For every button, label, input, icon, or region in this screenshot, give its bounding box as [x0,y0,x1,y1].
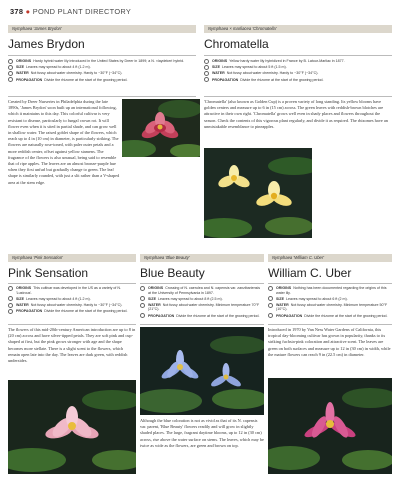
bullet-icon: ● [25,7,31,16]
fact-origins: ORIGINS This cultivar was developed in the US as a variety of N. 'Lustrous'. [8,286,136,295]
james-brydon-photo [122,99,200,157]
divider [268,283,392,284]
propagation-icon [8,77,13,82]
divider [268,324,392,325]
entry-body: Introduced in 1970 by Van Ness Water Gardens of California, this tropical day-blooming cultivar has grown in popularity, thanks to its striking fuchsia-pink coloration and attractive scent. The leaves are green on both surfaces and measure up to 12 in (30 cm) in width, while the mature flowers can reach 9 in (22.5 cm) in diameter. [268,327,391,357]
origins-icon [140,286,145,291]
entry-body: 'Chromatella' (also known as Golden Cup) is a proven variety of long standing. Its yellow blooms have golden centers and measure up to 6 in (15 cm) across. The green leaves with reddish-brown blotches are attractive in their own right. 'Chromatella' grows well even in shady places and flowers throughout the season. Check the contents of this vigorous plant regularly, and divide it as required. The rhizomes have an unmistakable resemblance to pineapples. [204,99,388,129]
fact-origins: ORIGINS Hardy hybrid water lily introduced in the United States by Dreer in 1899; a N. ×laydekeri hybrid. [8,59,196,64]
chromatella-photo [204,148,312,238]
fact-water: WATER Not fussy about water chemistry. Minimum temperature 70°F (21°C). [140,303,264,312]
origins-icon [268,286,273,291]
entry-tag: Nymphaea × marliacea 'Chromatella' [204,25,392,33]
blue-beauty-photo [140,327,264,415]
fact-size: SIZE Leaves may spread to about 5 ft (1.5 m). [204,65,392,70]
fact-list [8,59,196,82]
size-icon [8,296,13,301]
fact-list [204,59,392,82]
divider [140,324,264,325]
water-icon [8,303,13,308]
entry-tag: Nymphaea 'William C. Uber' [268,254,392,262]
fact-water: WATER Not fussy about water chemistry. Hardy to −30°F (−34°C). [8,71,196,76]
fact-list [8,286,136,314]
fact-list [268,286,392,318]
entry-body: Created by Dreer Nurseries in Philadelphia during the late 1890s, 'James Brydon' soon built up an international following, which it maintains to this day. This colorful cultivar is very resistant to disease, particularly to fungal crown rot. It will flower even when it is sited in partial shade, and can grow well in shallow water. The raised goblet shape of the flowers, which reach up to 4 in (10 cm) in diameter, is particularly striking. The flowers are naturally rose-toned, with paler outer petals and a more reddish center, offset against yellow stamens. The fragrance of the flowers is also unusual, being said to resemble that of ripe apples. The leaves are an almost bronze-purple hue when they first unfurl but gradually change to green. The leaf shape is similarly rounded, with just a slit rather than a V-shaped area at the stem edge. [8,99,120,185]
entry-title: James Brydon [8,37,85,51]
fact-propagation: PROPAGATION Divide the rhizome at the start of the growing period. [268,314,392,319]
divider [204,96,392,97]
water-icon [268,303,273,308]
origins-icon [8,286,13,291]
fact-propagation: PROPAGATION Divide the rhizome at the start of the growing period. [204,78,392,83]
propagation-icon [8,309,13,314]
entry-tag: Nymphaea 'Pink Sensation' [8,254,136,262]
fact-size: SIZE Leaves may spread to about 6 ft (2 m). [268,297,392,302]
fact-propagation: PROPAGATION Divide the rhizome at the start of the growing period. [8,309,136,314]
divider [8,324,136,325]
propagation-icon [204,77,209,82]
fact-size: SIZE Leaves may spread to about 4 ft (1.2 m). [8,65,196,70]
entry-title: Chromatella [204,37,269,51]
size-icon [8,65,13,70]
size-icon [268,296,273,301]
fact-origins: ORIGINS Yellow hardy water lily hybridized in France by B. Latour-Marliac in 1877. [204,59,392,64]
entry-tag: Nymphaea 'James Brydon' [8,25,196,33]
fact-origins: ORIGINS Crossing of N. caerulea and N. capensis var. zanzibariensis at the University of Pennsylvania in 1897. [140,286,264,295]
fact-list [140,286,264,318]
origins-icon [204,59,209,64]
fact-size: SIZE Leaves may spread to about 4 ft (1.2 m). [8,297,136,302]
entry-body: Although the blue coloration is not as vivid as that of its N. capensis var. parent, 'Blue Beauty' flowers readily and will grow in slightly shaded places. The large, fragrant daytime blooms, up to 12 in (30 cm) across, rise above the water surface on stems. The leaves, which may be twice as wide as the flowers, are green and brown on top. [140,418,264,448]
water-icon [140,303,145,308]
fact-propagation: PROPAGATION Divide the rhizome at the start of the growing period. [8,78,196,83]
entry-title: Blue Beauty [140,266,205,280]
divider [8,283,136,284]
divider [204,55,392,56]
entry-tag: Nymphaea 'Blue Beauty' [140,254,264,262]
propagation-icon [268,313,273,318]
water-icon [8,71,13,76]
fact-water: WATER Not fussy about water chemistry. Hardy to −30°F (−34°C). [204,71,392,76]
fact-water: WATER Not fussy about water chemistry. Hardy to −30°F (−34°C). [8,303,136,308]
entry-title: Pink Sensation [8,266,89,280]
divider [140,283,264,284]
fact-propagation: PROPAGATION Divide the rhizome at the start of the growing period. [140,314,264,319]
fact-origins: ORIGINS Nothing has been documented regarding the origins of this water lily. [268,286,392,295]
entry-title: William C. Uber [268,266,352,280]
fact-size: SIZE Leaves may spread to about 8 ft (2.5 m). [140,297,264,302]
page-number: 378 [10,7,24,16]
size-icon [204,65,209,70]
william-c-uber-photo [268,378,392,474]
pink-sensation-photo [8,380,136,474]
divider [8,96,196,97]
size-icon [140,296,145,301]
propagation-icon [140,313,145,318]
divider [8,55,196,56]
water-icon [204,71,209,76]
fact-water: WATER Not fussy about water chemistry. Minimum temperature 50°F (10°C). [268,303,392,312]
entry-body: The flowers of this mid-20th-century American introduction are up to 8 in (20 cm) across and have silver-tipped petals. They are soft pink and cup-shaped at first, but the pink grows stronger with age and the shape becomes more stellate. There is a slight scent to the flowers, which remain open late into the day. The leaves are dark green, with reddish undersides. [8,327,136,364]
origins-icon [8,59,13,64]
section-title: POND PLANT DIRECTORY [32,7,132,16]
page-header [10,7,131,16]
